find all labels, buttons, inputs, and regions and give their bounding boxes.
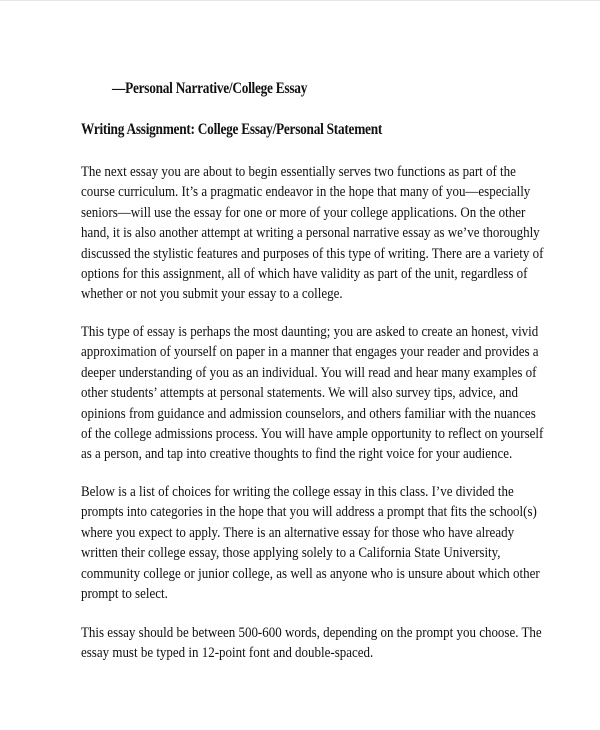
paragraph-line: as a person, and tap into creative thoughts to find the right voice for your audience. (81, 446, 513, 463)
paragraph-line: The next essay you are about to begin essentially serves two functions as part of the (81, 164, 516, 180)
paragraph-choices (81, 482, 540, 604)
paragraph-line: Below is a list of choices for writing the college essay in this class. I’ve divided the (81, 484, 514, 500)
paragraph-essay-type (81, 322, 544, 465)
paragraph-line: seniors—will use the essay for one or more of your college applications. On the other (81, 204, 526, 221)
paragraph-line: hand, it is also another attempt at writing a personal narrative essay as we’ve thoroughly (81, 225, 540, 242)
paragraph-line: This type of essay is perhaps the most daunting; you are asked to create an honest, vivid (81, 324, 539, 340)
paragraph-line: options for this assignment, all of which have validity as part of the unit, regardless of (81, 265, 528, 282)
paragraph-requirements (81, 623, 542, 664)
paragraph-line: of the college admissions process. You will have ample opportunity to reflect on yourself (81, 425, 544, 442)
paragraph-line: opinions from guidance and admission counselors, and others familiar with the nuances (81, 405, 536, 422)
document-title: —Personal Narrative/College Essay (112, 80, 308, 97)
paragraph-intro (81, 162, 544, 305)
paragraph-line: course curriculum. It’s a pragmatic endeavor in the hope that many of you—especially (81, 184, 531, 201)
paragraph-line: where you expect to apply. There is an alternative essay for those who have already (81, 524, 515, 541)
paragraph-line: deeper understanding of you as an individual. You will read and hear many examples of (81, 364, 537, 381)
paragraph-line: essay must be typed in 12-point font and double-spaced. (81, 645, 374, 662)
paragraph-line: prompts into categories in the hope that you will address a prompt that fits the school(s) (81, 504, 537, 521)
paragraph-line: written their college essay, those applying solely to a California State University, (81, 545, 501, 562)
paragraph-line: whether or not you submit your essay to a college. (81, 286, 343, 303)
paragraph-line: discussed the stylistic features and purposes of this type of writing. There are a variety of (81, 245, 544, 262)
page-top-border (0, 0, 600, 1)
paragraph-line: approximation of yourself on paper in a manner that engages your reader and provides a (81, 344, 539, 361)
paragraph-line: other students’ attempts at personal statements. We will also survey tips, advice, and (81, 385, 519, 402)
paragraph-line: community college or junior college, as well as anyone who is unsure about which other (81, 565, 540, 582)
paragraph-line: This essay should be between 500-600 words, depending on the prompt you choose. The (81, 625, 542, 641)
assignment-heading: Writing Assignment: College Essay/Personal Statement (81, 121, 383, 138)
paragraph-line: prompt to select. (81, 585, 168, 602)
